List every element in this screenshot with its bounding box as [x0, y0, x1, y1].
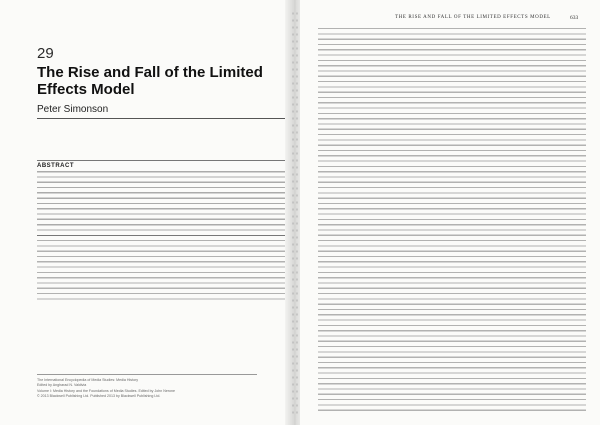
chapter-title: The Rise and Fall of the Limited Effects Model — [37, 64, 263, 98]
footnote-line: Edited by Angharad N. Valdivia — [37, 383, 87, 388]
abstract-text-block — [37, 171, 285, 233]
right-body-text — [318, 28, 586, 415]
footnote-line: © 2013 Blackwell Publishing Ltd. Published 2013 by Blackwell Publishing Ltd. — [37, 394, 161, 399]
left-body-text — [37, 240, 285, 302]
title-rule — [37, 118, 285, 119]
footnote-line: Volume I: Media History and the Foundations of Media Studies. Edited by John Nerone — [37, 388, 176, 393]
footnote-block — [37, 374, 257, 400]
abstract-heading: ABSTRACT — [37, 163, 74, 169]
chapter-number: 29 — [37, 45, 54, 62]
abstract-box — [37, 160, 285, 236]
author-name: Peter Simonson — [37, 104, 109, 115]
running-head: THE RISE AND FALL OF THE LIMITED EFFECTS MODEL — [395, 15, 551, 20]
page-number: 633 — [570, 15, 579, 21]
left-page — [0, 0, 290, 425]
footnote-line: The International Encyclopedia of Media Studies: Media History — [37, 378, 139, 382]
